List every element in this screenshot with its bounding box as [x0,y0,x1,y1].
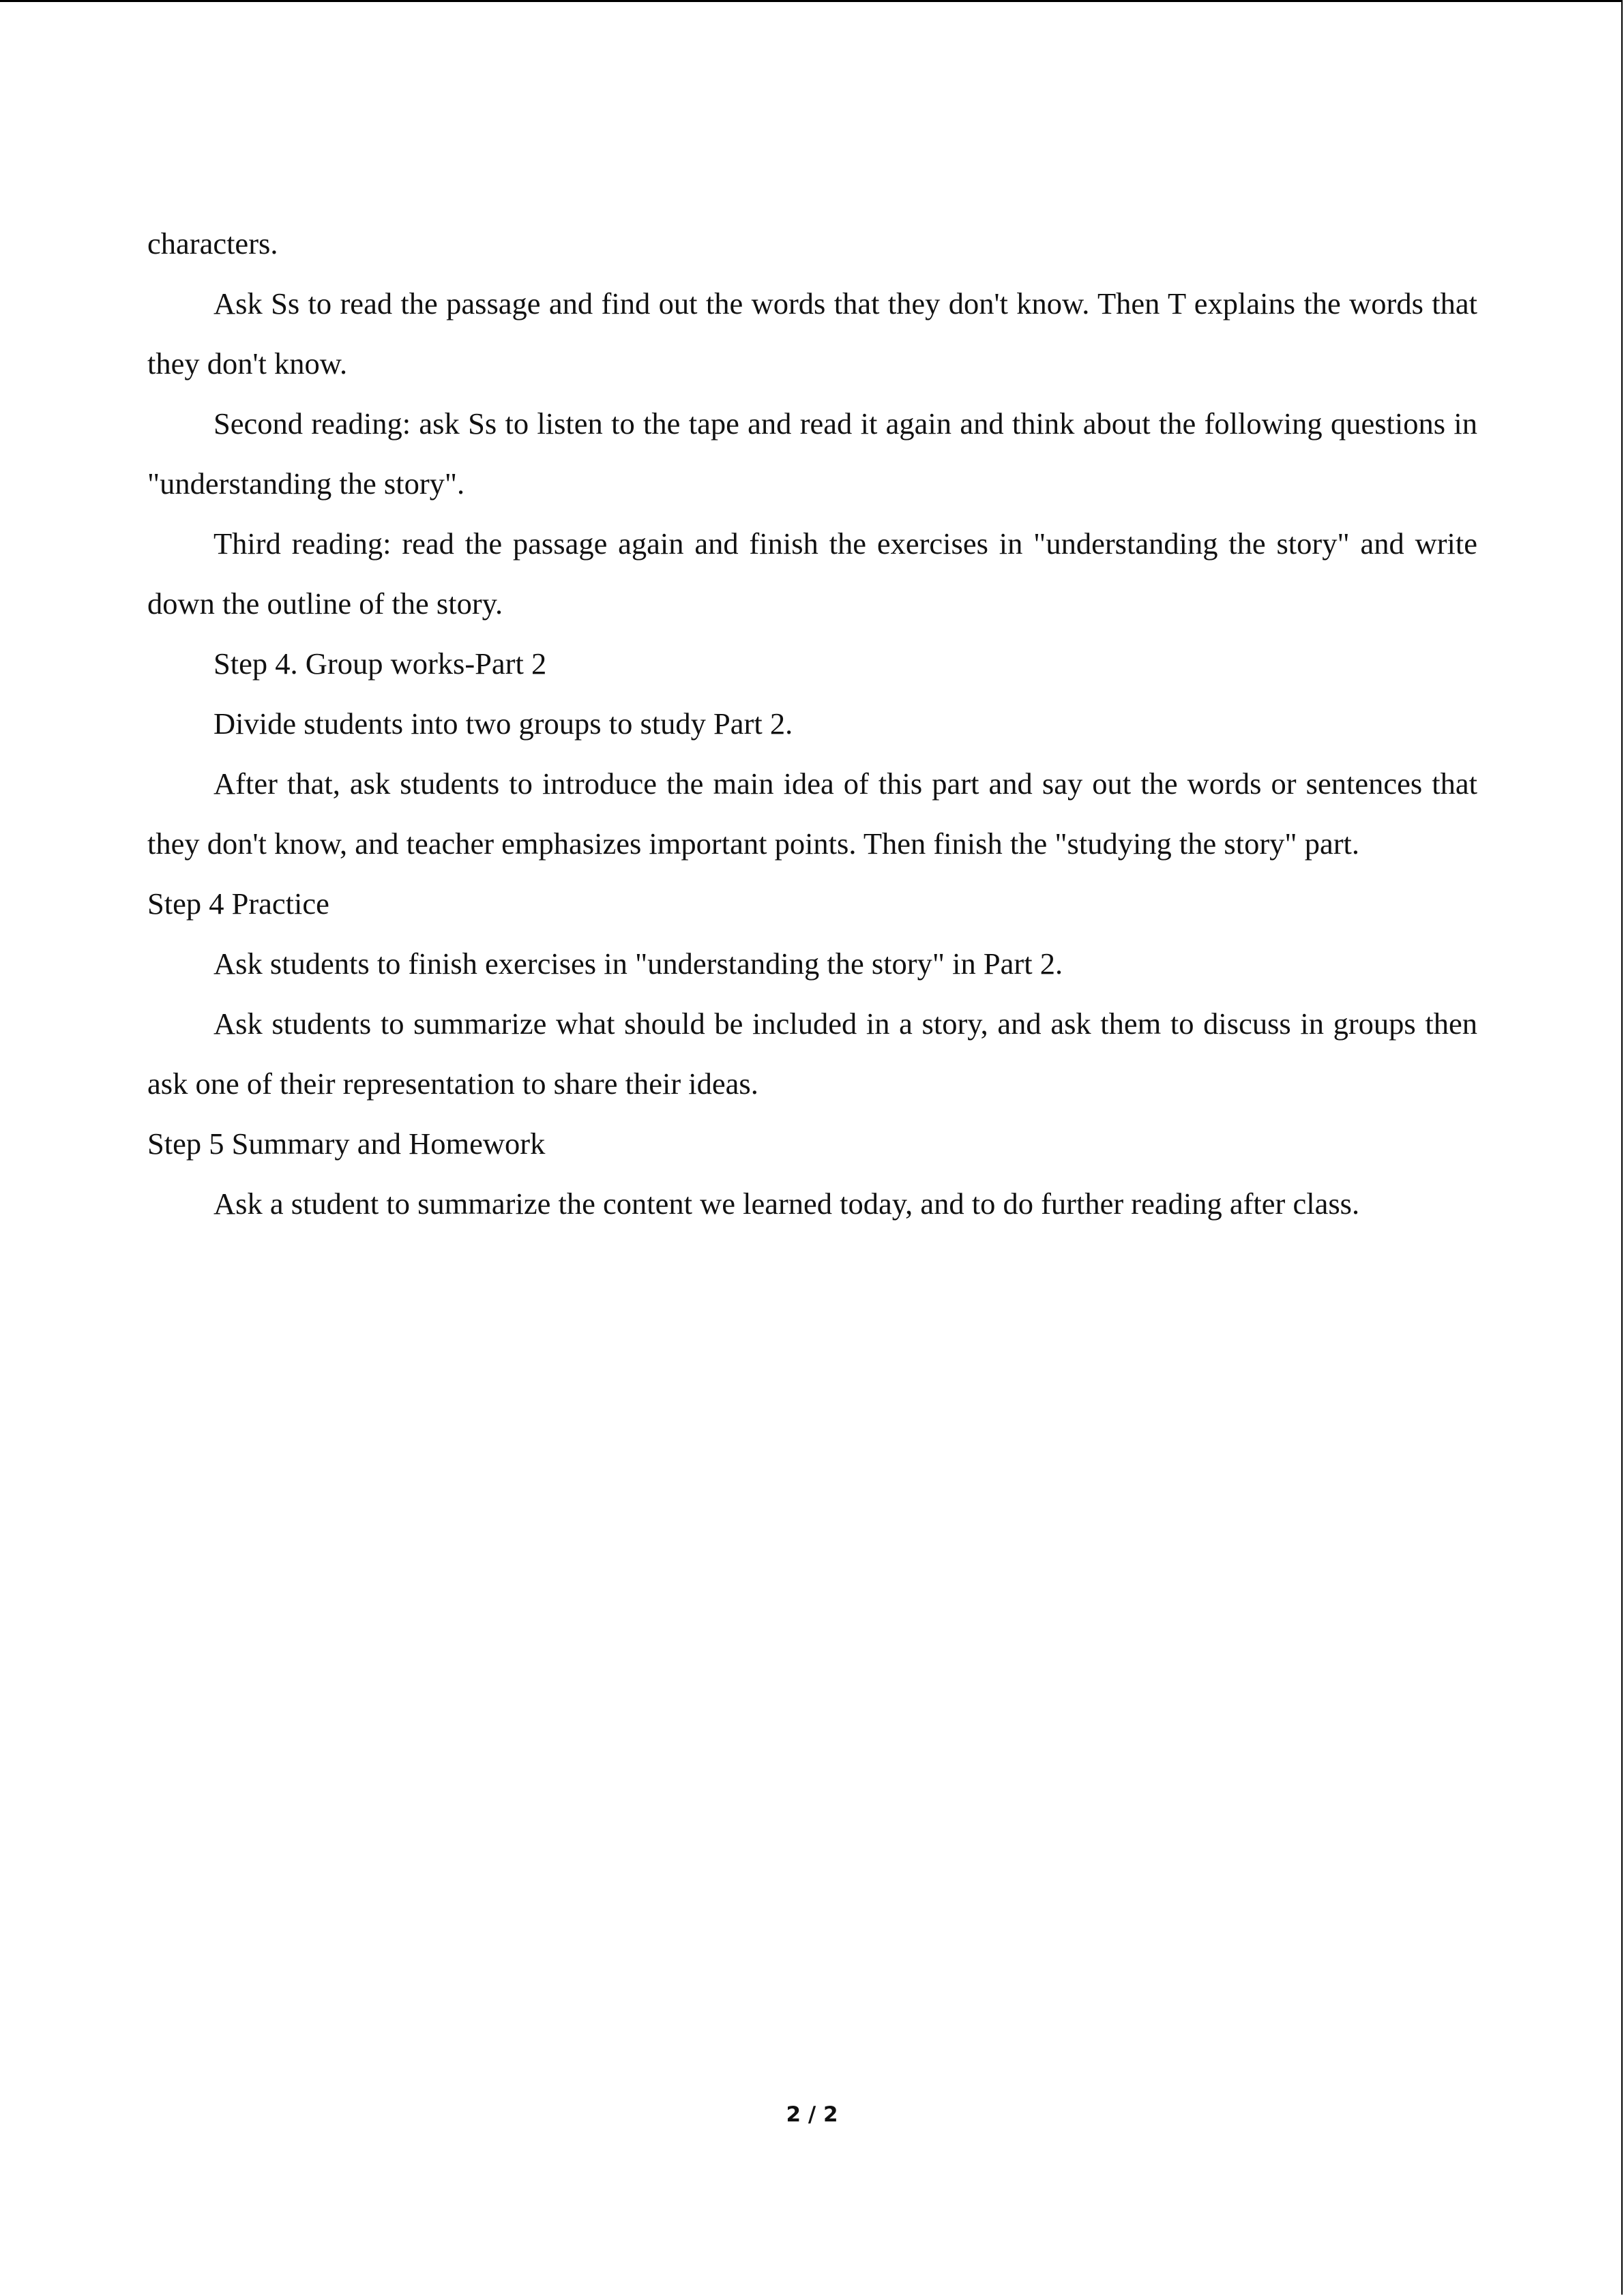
paragraph-second-reading: Second reading: ask Ss to listen to the tape and read it again and think about the following questions in "understanding the story". [147,406,1477,501]
paragraph-summary: Ask a student to summarize the content we learned today, and to do further reading after class. [213,1187,1360,1221]
paragraph-summarize-story: Ask students to summarize what should be included in a story, and ask them to discuss in groups then ask one of their representation to share their ideas. [147,1007,1477,1101]
paragraph-third-reading: Third reading: read the passage again and finish the exercises in "understanding the story" and write down the outline of the story. [147,526,1477,621]
paragraph-continuation: characters. [147,226,278,260]
step-heading-group-works: Step 4. Group works-Part 2 [213,646,547,681]
paragraph-divide-groups: Divide students into two groups to study Part 2. [213,706,793,741]
paragraph-first-reading: Ask Ss to read the passage and find out the words that they don't know. Then T explains the words that they don't know. [147,286,1477,381]
paragraph-finish-exercises: Ask students to finish exercises in "understanding the story" in Part 2. [213,946,1063,981]
document-body [147,213,1477,1234]
step-heading-practice: Step 4 Practice [147,886,329,921]
page-number: 2 / 2 [786,2102,838,2127]
paragraph-after-that: After that, ask students to introduce the main idea of this part and say out the words or sentences that they don't know, and teacher emphasizes important points. Then finish the "studying the story" part. [147,766,1477,861]
step-heading-summary-homework: Step 5 Summary and Homework [147,1127,546,1161]
